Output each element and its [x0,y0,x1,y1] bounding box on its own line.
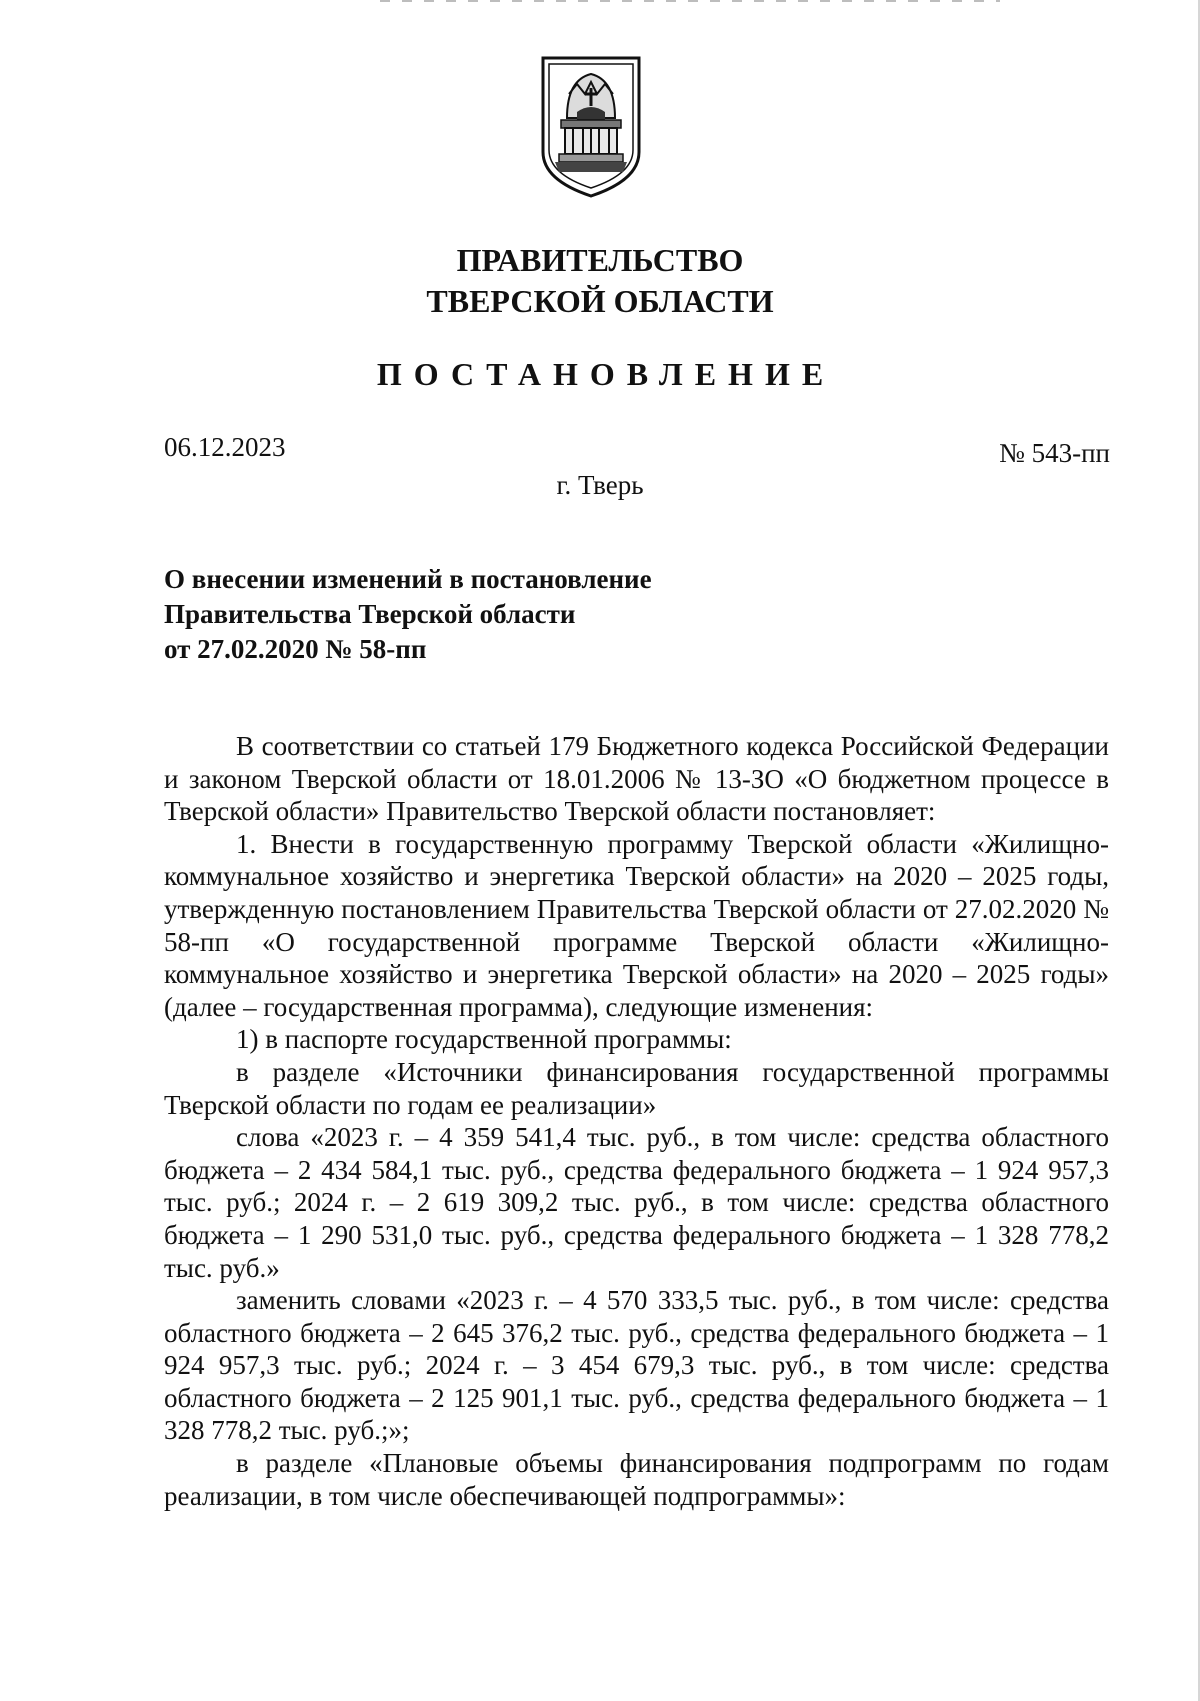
coat-of-arms-emblem [539,54,643,200]
body-paragraph: в разделе «Плановые объемы финансирования подпрограмм по годам реализации, в том числе обеспечивающей подпрограммы»: [164,1448,1109,1511]
document-body [164,730,1109,1512]
document-city: г. Тверь [556,470,644,500]
body-paragraph: в разделе «Источники финансирования государственной программы Тверской области по годам ее реализации» [164,1056,1109,1120]
scan-top-edge [380,0,1000,2]
organization-line-2: ТВЕРСКОЙ ОБЛАСТИ [426,283,774,319]
document-number: № 543-пп [999,438,1110,468]
organization-line-1: ПРАВИТЕЛЬСТВО [456,242,744,278]
subject-line-2: Правительства Тверской области [164,599,576,629]
document-date: 06.12.2023 [164,432,286,462]
subject-line-1: О внесении изменений в постановление [164,564,652,594]
body-paragraph: 1) в паспорте государственной программы: [236,1024,732,1055]
body-paragraph: слова «2023 г. – 4 359 541,4 тыс. руб., в том числе: средства областного бюджета – 2 434 584,1 тыс. руб., средства федерального бюджета – 1 924 957,3 тыс. руб.; 2024 г. – 2 619 309,2 тыс. руб., в том числе: средства областного бюджета – 1 290 531,0 тыс. руб., средства федерального бюджета – 1 328 778,2 тыс. руб.» [164,1122,1109,1283]
organization-name [0,240,1200,322]
body-paragraph: В соответствии со статьей 179 Бюджетного кодекса Российской Федерации и законом Тверской области от 18.01.2006 № 13-ЗО «О бюджетном процессе в Тверской области» Правительство Тверской области постановляет: [164,731,1109,827]
subject-line-3: от 27.02.2020 № 58-пп [164,634,427,664]
document-subject [164,562,652,667]
document-type: ПОСТАНОВЛЕНИЕ [376,356,836,392]
body-paragraph: 1. Внести в государственную программу Тверской области «Жилищно-коммунальное хозяйство и энергетика Тверской области» на 2020 – 2025 годы, утвержденную постановлением Правительства Тверской области от 27.02.2020 № 58-пп «О государственной программе Тверской области «Жилищно-коммунальное хозяйство и энергетика Тверской области» на 2020 – 2025 годы» (далее – государственная программа), следующие изменения: [164,828,1109,1022]
body-paragraph: заменить словами «2023 г. – 4 570 333,5 тыс. руб., в том числе: средства областного бюджета – 2 645 376,2 тыс. руб., средства федерального бюджета – 1 924 957,3 тыс. руб.; 2024 г. – 3 454 679,3 тыс. руб., в том числе: средства областного бюджета – 2 125 901,1 тыс. руб., средства федерального бюджета – 1 328 778,2 тыс. руб.;»; [164,1285,1109,1446]
